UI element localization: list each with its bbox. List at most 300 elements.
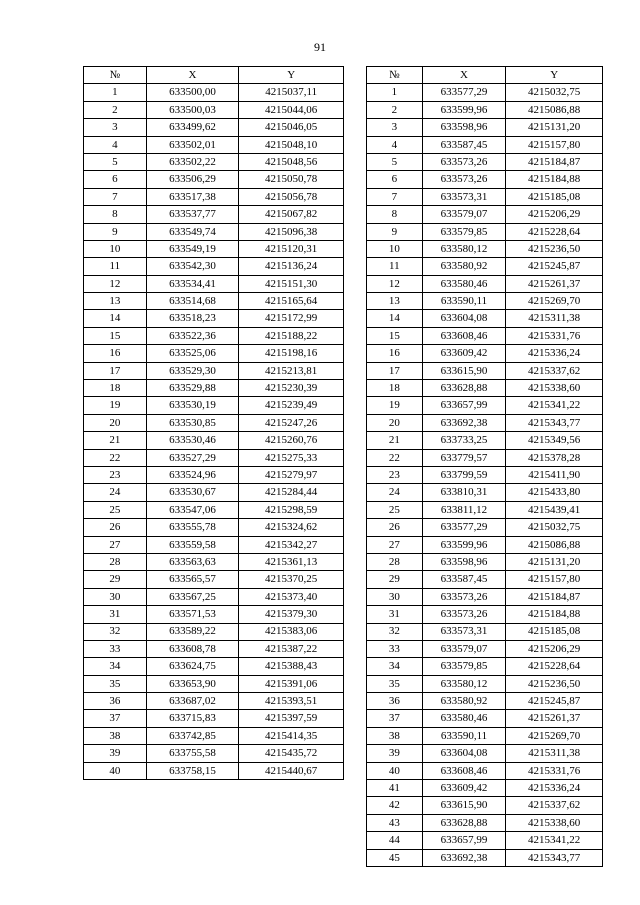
cell-y: 4215184,87: [506, 588, 603, 605]
table-row: [367, 832, 603, 849]
cell-y: 4215331,76: [506, 762, 603, 779]
cell-y: 4215236,50: [506, 675, 603, 692]
table-row: [84, 588, 344, 605]
table-row: [367, 171, 603, 188]
cell-number: 16: [84, 345, 147, 362]
cell-number: 14: [84, 310, 147, 327]
table-row: [84, 571, 344, 588]
cell-x: 633608,78: [146, 640, 239, 657]
cell-x: 633624,75: [146, 658, 239, 675]
cell-number: 5: [84, 153, 147, 170]
table-body-left: [84, 84, 344, 780]
cell-number: 38: [367, 727, 423, 744]
table-row: [367, 101, 603, 118]
table-row: [367, 414, 603, 431]
table-row: [367, 380, 603, 397]
table-row: [84, 623, 344, 640]
cell-number: 12: [84, 275, 147, 292]
table-row: [367, 675, 603, 692]
cell-x: 633577,29: [422, 84, 506, 101]
cell-x: 633615,90: [422, 797, 506, 814]
table-row: [367, 623, 603, 640]
cell-y: 4215213,81: [239, 362, 344, 379]
cell-y: 4215361,13: [239, 553, 344, 570]
cell-number: 1: [84, 84, 147, 101]
table-row: [84, 223, 344, 240]
cell-number: 11: [84, 258, 147, 275]
table-row: [367, 84, 603, 101]
cell-number: 7: [367, 188, 423, 205]
cell-y: 4215188,22: [239, 327, 344, 344]
cell-y: 4215337,62: [506, 797, 603, 814]
table-row: [84, 153, 344, 170]
cell-x: 633573,26: [422, 606, 506, 623]
cell-y: 4215120,31: [239, 240, 344, 257]
cell-x: 633579,85: [422, 658, 506, 675]
table-row: [84, 293, 344, 310]
cell-y: 4215261,37: [506, 710, 603, 727]
cell-number: 30: [84, 588, 147, 605]
cell-number: 39: [367, 745, 423, 762]
table-row: [84, 206, 344, 223]
table-row: [84, 640, 344, 657]
cell-x: 633525,06: [146, 345, 239, 362]
cell-x: 633529,30: [146, 362, 239, 379]
cell-number: 6: [367, 171, 423, 188]
cell-number: 36: [367, 693, 423, 710]
table-row: [84, 414, 344, 431]
table-row: [84, 727, 344, 744]
table-row: [367, 258, 603, 275]
cell-y: 4215343,77: [506, 849, 603, 866]
cell-y: 4215157,80: [506, 571, 603, 588]
table-row: [367, 501, 603, 518]
cell-x: 633590,11: [422, 727, 506, 744]
cell-y: 4215185,08: [506, 623, 603, 640]
table-row: [84, 762, 344, 779]
table-row: [367, 397, 603, 414]
table-row: [84, 380, 344, 397]
cell-y: 4215284,44: [239, 484, 344, 501]
cell-number: 34: [367, 658, 423, 675]
cell-x: 633579,85: [422, 223, 506, 240]
cell-number: 13: [84, 293, 147, 310]
cell-y: 4215336,24: [506, 780, 603, 797]
cell-number: 40: [367, 762, 423, 779]
table-row: [84, 397, 344, 414]
cell-y: 4215086,88: [506, 101, 603, 118]
column-header-number: №: [84, 67, 147, 84]
cell-number: 34: [84, 658, 147, 675]
cell-y: 4215269,70: [506, 727, 603, 744]
cell-number: 40: [84, 762, 147, 779]
cell-x: 633499,62: [146, 119, 239, 136]
cell-x: 633500,00: [146, 84, 239, 101]
cell-number: 15: [84, 327, 147, 344]
cell-x: 633506,29: [146, 171, 239, 188]
cell-y: 4215046,05: [239, 119, 344, 136]
cell-y: 4215230,39: [239, 380, 344, 397]
cell-x: 633502,01: [146, 136, 239, 153]
cell-number: 26: [84, 519, 147, 536]
cell-x: 633518,23: [146, 310, 239, 327]
table-row: [367, 588, 603, 605]
cell-y: 4215044,06: [239, 101, 344, 118]
cell-y: 4215236,50: [506, 240, 603, 257]
cell-x: 633599,96: [422, 536, 506, 553]
cell-x: 633811,12: [422, 501, 506, 518]
cell-x: 633565,57: [146, 571, 239, 588]
table-row: [84, 101, 344, 118]
cell-number: 18: [84, 380, 147, 397]
cell-x: 633573,26: [422, 153, 506, 170]
cell-y: 4215048,56: [239, 153, 344, 170]
cell-y: 4215337,62: [506, 362, 603, 379]
cell-x: 633657,99: [422, 832, 506, 849]
cell-y: 4215131,20: [506, 119, 603, 136]
cell-number: 24: [367, 484, 423, 501]
cell-x: 633530,67: [146, 484, 239, 501]
cell-y: 4215086,88: [506, 536, 603, 553]
cell-y: 4215414,35: [239, 727, 344, 744]
column-header-x: X: [422, 67, 506, 84]
cell-x: 633579,07: [422, 640, 506, 657]
cell-number: 25: [367, 501, 423, 518]
cell-x: 633522,36: [146, 327, 239, 344]
cell-number: 15: [367, 327, 423, 344]
cell-x: 633589,22: [146, 623, 239, 640]
cell-number: 41: [367, 780, 423, 797]
cell-x: 633517,38: [146, 188, 239, 205]
table-row: [367, 640, 603, 657]
table-row: [84, 240, 344, 257]
cell-number: 2: [367, 101, 423, 118]
cell-number: 22: [367, 449, 423, 466]
cell-number: 4: [367, 136, 423, 153]
cell-x: 633608,46: [422, 762, 506, 779]
cell-y: 4215331,76: [506, 327, 603, 344]
table-body-right: [367, 84, 603, 867]
table-row: [367, 519, 603, 536]
cell-x: 633587,45: [422, 136, 506, 153]
cell-number: 8: [84, 206, 147, 223]
cell-y: 4215383,06: [239, 623, 344, 640]
cell-y: 4215048,10: [239, 136, 344, 153]
cell-y: 4215131,20: [506, 553, 603, 570]
cell-x: 633653,90: [146, 675, 239, 692]
cell-number: 45: [367, 849, 423, 866]
table-row: [84, 466, 344, 483]
table-row: [367, 275, 603, 292]
table-row: [367, 727, 603, 744]
cell-y: 4215298,59: [239, 501, 344, 518]
table-row: [367, 223, 603, 240]
table-header-row: [84, 67, 344, 84]
table-row: [84, 119, 344, 136]
table-row: [367, 327, 603, 344]
cell-number: 11: [367, 258, 423, 275]
cell-y: 4215324,62: [239, 519, 344, 536]
cell-y: 4215245,87: [506, 693, 603, 710]
cell-y: 4215349,56: [506, 432, 603, 449]
page-number: 91: [314, 40, 326, 54]
table-row: [367, 153, 603, 170]
table-row: [367, 119, 603, 136]
cell-number: 9: [367, 223, 423, 240]
table-row: [367, 571, 603, 588]
cell-x: 633549,19: [146, 240, 239, 257]
table-row: [367, 240, 603, 257]
cell-x: 633580,12: [422, 240, 506, 257]
coordinates-table-right: [366, 66, 603, 867]
cell-x: 633573,31: [422, 188, 506, 205]
cell-y: 4215184,88: [506, 606, 603, 623]
cell-x: 633563,63: [146, 553, 239, 570]
cell-number: 35: [84, 675, 147, 692]
cell-x: 633609,42: [422, 345, 506, 362]
table-row: [84, 606, 344, 623]
cell-number: 38: [84, 727, 147, 744]
cell-y: 4215032,75: [506, 519, 603, 536]
column-header-x: X: [146, 67, 239, 84]
cell-number: 2: [84, 101, 147, 118]
cell-x: 633530,46: [146, 432, 239, 449]
cell-number: 1: [367, 84, 423, 101]
table-row: [367, 432, 603, 449]
cell-number: 21: [367, 432, 423, 449]
cell-y: 4215184,87: [506, 153, 603, 170]
table-row: [367, 814, 603, 831]
cell-y: 4215379,30: [239, 606, 344, 623]
table-row: [367, 188, 603, 205]
table-row: [84, 327, 344, 344]
cell-number: 4: [84, 136, 147, 153]
cell-y: 4215343,77: [506, 414, 603, 431]
cell-number: 10: [84, 240, 147, 257]
cell-x: 633598,96: [422, 119, 506, 136]
table-row: [84, 553, 344, 570]
table-row: [84, 310, 344, 327]
cell-y: 4215336,24: [506, 345, 603, 362]
cell-number: 17: [84, 362, 147, 379]
cell-x: 633715,83: [146, 710, 239, 727]
table-row: [84, 710, 344, 727]
cell-y: 4215245,87: [506, 258, 603, 275]
cell-y: 4215096,38: [239, 223, 344, 240]
cell-number: 13: [367, 293, 423, 310]
cell-x: 633604,08: [422, 310, 506, 327]
cell-number: 10: [367, 240, 423, 257]
cell-y: 4215067,82: [239, 206, 344, 223]
cell-number: 7: [84, 188, 147, 205]
table-row: [84, 675, 344, 692]
cell-x: 633810,31: [422, 484, 506, 501]
table-row: [84, 345, 344, 362]
table-row: [84, 501, 344, 518]
cell-x: 633573,26: [422, 171, 506, 188]
cell-y: 4215391,06: [239, 675, 344, 692]
cell-y: 4215032,75: [506, 84, 603, 101]
cell-number: 3: [84, 119, 147, 136]
cell-number: 8: [367, 206, 423, 223]
table-row: [84, 275, 344, 292]
cell-y: 4215387,22: [239, 640, 344, 657]
cell-x: 633573,31: [422, 623, 506, 640]
cell-x: 633502,22: [146, 153, 239, 170]
cell-y: 4215311,38: [506, 310, 603, 327]
table-row: [84, 136, 344, 153]
cell-y: 4215341,22: [506, 832, 603, 849]
cell-x: 633530,85: [146, 414, 239, 431]
cell-x: 633657,99: [422, 397, 506, 414]
cell-y: 4215239,49: [239, 397, 344, 414]
cell-number: 17: [367, 362, 423, 379]
cell-y: 4215206,29: [506, 640, 603, 657]
table-row: [84, 432, 344, 449]
cell-x: 633500,03: [146, 101, 239, 118]
table-row: [367, 206, 603, 223]
cell-number: 32: [367, 623, 423, 640]
cell-number: 33: [84, 640, 147, 657]
cell-y: 4215157,80: [506, 136, 603, 153]
cell-x: 633758,15: [146, 762, 239, 779]
cell-y: 4215228,64: [506, 223, 603, 240]
cell-number: 36: [84, 693, 147, 710]
cell-number: 39: [84, 745, 147, 762]
cell-x: 633628,88: [422, 814, 506, 831]
cell-x: 633599,96: [422, 101, 506, 118]
table-row: [367, 762, 603, 779]
cell-number: 42: [367, 797, 423, 814]
table-row: [84, 258, 344, 275]
column-header-number: №: [367, 67, 423, 84]
cell-x: 633559,58: [146, 536, 239, 553]
cell-number: 24: [84, 484, 147, 501]
cell-x: 633571,53: [146, 606, 239, 623]
cell-number: 16: [367, 345, 423, 362]
cell-x: 633580,46: [422, 275, 506, 292]
cell-x: 633549,74: [146, 223, 239, 240]
cell-number: 20: [367, 414, 423, 431]
table-row: [367, 780, 603, 797]
cell-y: 4215275,33: [239, 449, 344, 466]
cell-x: 633733,25: [422, 432, 506, 449]
table-row: [367, 484, 603, 501]
cell-number: 25: [84, 501, 147, 518]
cell-x: 633567,25: [146, 588, 239, 605]
cell-number: 35: [367, 675, 423, 692]
cell-number: 29: [84, 571, 147, 588]
cell-x: 633687,02: [146, 693, 239, 710]
cell-y: 4215341,22: [506, 397, 603, 414]
cell-number: 28: [84, 553, 147, 570]
table-row: [84, 693, 344, 710]
cell-y: 4215260,76: [239, 432, 344, 449]
cell-y: 4215411,90: [506, 466, 603, 483]
cell-number: 37: [84, 710, 147, 727]
table-row: [367, 797, 603, 814]
cell-y: 4215388,43: [239, 658, 344, 675]
table-row: [367, 693, 603, 710]
cell-number: 29: [367, 571, 423, 588]
cell-x: 633742,85: [146, 727, 239, 744]
cell-y: 4215056,78: [239, 188, 344, 205]
cell-y: 4215050,78: [239, 171, 344, 188]
cell-number: 32: [84, 623, 147, 640]
cell-number: 23: [84, 466, 147, 483]
cell-x: 633577,29: [422, 519, 506, 536]
table-row: [84, 84, 344, 101]
cell-x: 633799,59: [422, 466, 506, 483]
cell-y: 4215261,37: [506, 275, 603, 292]
cell-number: 5: [367, 153, 423, 170]
cell-y: 4215136,24: [239, 258, 344, 275]
cell-number: 6: [84, 171, 147, 188]
cell-y: 4215338,60: [506, 380, 603, 397]
table-row: [367, 136, 603, 153]
cell-number: 19: [84, 397, 147, 414]
column-header-y: Y: [239, 67, 344, 84]
cell-x: 633527,29: [146, 449, 239, 466]
cell-y: 4215370,25: [239, 571, 344, 588]
table-row: [84, 658, 344, 675]
cell-x: 633608,46: [422, 327, 506, 344]
cell-number: 20: [84, 414, 147, 431]
table-row: [367, 553, 603, 570]
cell-number: 33: [367, 640, 423, 657]
cell-x: 633587,45: [422, 571, 506, 588]
cell-y: 4215311,38: [506, 745, 603, 762]
cell-y: 4215397,59: [239, 710, 344, 727]
cell-y: 4215373,40: [239, 588, 344, 605]
cell-y: 4215165,64: [239, 293, 344, 310]
cell-y: 4215435,72: [239, 745, 344, 762]
cell-y: 4215433,80: [506, 484, 603, 501]
table-row: [367, 658, 603, 675]
cell-number: 26: [367, 519, 423, 536]
cell-x: 633580,12: [422, 675, 506, 692]
cell-y: 4215269,70: [506, 293, 603, 310]
cell-y: 4215342,27: [239, 536, 344, 553]
cell-x: 633755,58: [146, 745, 239, 762]
table-row: [367, 310, 603, 327]
table-row: [84, 449, 344, 466]
table-row: [367, 466, 603, 483]
cell-x: 633524,96: [146, 466, 239, 483]
cell-y: 4215185,08: [506, 188, 603, 205]
cell-number: 27: [367, 536, 423, 553]
table-row: [84, 536, 344, 553]
cell-number: 3: [367, 119, 423, 136]
table-row: [84, 745, 344, 762]
column-header-y: Y: [506, 67, 603, 84]
cell-x: 633537,77: [146, 206, 239, 223]
cell-number: 12: [367, 275, 423, 292]
cell-x: 633590,11: [422, 293, 506, 310]
cell-x: 633542,30: [146, 258, 239, 275]
cell-y: 4215172,99: [239, 310, 344, 327]
coordinates-table-left: [83, 66, 344, 780]
cell-x: 633598,96: [422, 553, 506, 570]
cell-y: 4215184,88: [506, 171, 603, 188]
table-row: [367, 710, 603, 727]
cell-y: 4215206,29: [506, 206, 603, 223]
cell-number: 31: [84, 606, 147, 623]
cell-y: 4215439,41: [506, 501, 603, 518]
cell-x: 633529,88: [146, 380, 239, 397]
cell-x: 633779,57: [422, 449, 506, 466]
table-row: [367, 345, 603, 362]
